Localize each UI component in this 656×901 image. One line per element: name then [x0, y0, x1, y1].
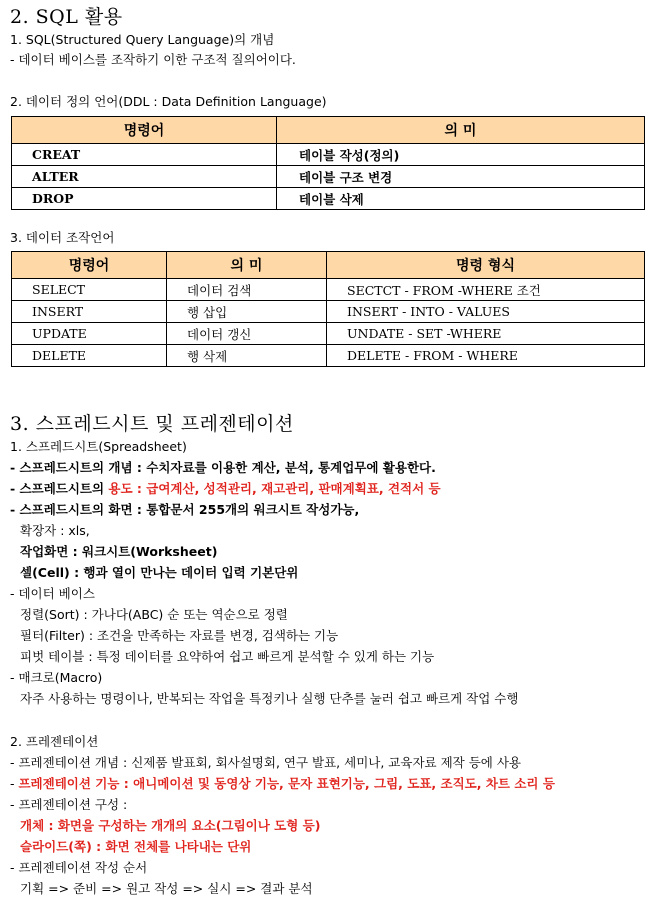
presentation-composition: - 프레젠테이션 구성 :: [10, 797, 128, 812]
dml-command-cell: UPDATE: [12, 323, 167, 345]
database-heading: - 데이터 베이스: [10, 586, 95, 601]
spreadsheet-cell: 셀(Cell) : 행과 열이 만나는 데이터 입력 기본단위: [20, 565, 299, 580]
ddl-heading: 2. 데이터 정의 언어(DDL : Data Definition Language): [10, 94, 327, 109]
database-sort: 정렬(Sort) : 가나다(ABC) 순 또는 역순으로 정렬: [20, 607, 288, 622]
dml-format-cell: SECTCT - FROM -WHERE 조건: [327, 279, 645, 301]
ddl-meaning-cell: 테이블 삭제: [277, 188, 645, 210]
spreadsheet-heading: 1. 스프레드시트(Spreadsheet): [10, 439, 187, 454]
database-filter: 필터(Filter) : 조건을 만족하는 자료를 변경, 검색하는 기능: [20, 628, 339, 643]
ddl-table: [11, 116, 645, 210]
section-2-title: 2. SQL 활용: [10, 6, 123, 28]
macro-heading: - 매크로(Macro): [10, 670, 103, 685]
dml-meaning-cell: 행 삽입: [167, 301, 327, 323]
table-row: [12, 345, 645, 367]
ddl-header-command: 명령어: [12, 117, 277, 144]
table-row: [12, 301, 645, 323]
dml-meaning-cell: 데이터 갱신: [167, 323, 327, 345]
table-row: [12, 188, 645, 210]
presentation-order-heading: - 프레젠테이션 작성 순서: [10, 860, 148, 875]
presentation-function-highlight: 프레젠테이션 기능 : 애니메이션 및 동영상 기능, 문자 표현기능, 그림, 도표, 조직도, 차트 소리 등: [18, 776, 555, 791]
dml-table: [11, 251, 645, 367]
dml-header-meaning: 의 미: [167, 252, 327, 279]
dml-command-cell: INSERT: [12, 301, 167, 323]
presentation-object: 개체 : 화면을 구성하는 개개의 요소(그림이나 도형 등): [20, 818, 321, 833]
dml-heading: 3. 데이터 조작언어: [10, 230, 115, 245]
presentation-order-text: 기획 => 준비 => 원고 작성 => 실시 => 결과 분석: [20, 881, 313, 896]
dml-header-format: 명령 형식: [327, 252, 645, 279]
dml-command-cell: SELECT: [12, 279, 167, 301]
presentation-function: [10, 775, 555, 793]
presentation-slide: 슬라이드(쪽) : 화면 전체를 나타내는 단위: [20, 839, 252, 854]
spreadsheet-screen: - 스프레드시트의 화면 : 통합문서 255개의 워크시트 작성가능,: [10, 502, 360, 517]
dml-meaning-cell: 행 삭제: [167, 345, 327, 367]
ddl-meaning-cell: 테이블 작성(정의): [277, 144, 645, 166]
ddl-header-row: [12, 117, 645, 144]
dml-format-cell: UNDATE - SET -WHERE: [327, 323, 645, 345]
dml-command-cell: DELETE: [12, 345, 167, 367]
spreadsheet-worksheet: 작업화면 : 워크시트(Worksheet): [20, 544, 218, 559]
sql-concept-text: - 데이터 베이스를 조작하기 이한 구조적 질의어이다.: [10, 52, 296, 67]
spreadsheet-usage: [10, 480, 441, 498]
dml-header-command: 명령어: [12, 252, 167, 279]
dml-format-cell: DELETE - FROM - WHERE: [327, 345, 645, 367]
presentation-function-prefix: -: [10, 776, 19, 791]
dml-meaning-cell: 데이터 검색: [167, 279, 327, 301]
presentation-concept: - 프레젠테이션 개념 : 신제품 발표회, 회사설명회, 연구 발표, 세미나, 교육자료 제작 등에 사용: [10, 755, 521, 770]
ddl-command-cell: ALTER: [12, 166, 277, 188]
presentation-heading: 2. 프레젠테이션: [10, 734, 99, 749]
table-row: [12, 166, 645, 188]
ddl-command-cell: DROP: [12, 188, 277, 210]
sql-concept-heading: 1. SQL(Structured Query Language)의 개념: [10, 32, 275, 47]
dml-format-cell: INSERT - INTO - VALUES: [327, 301, 645, 323]
ddl-header-meaning: 의 미: [277, 117, 645, 144]
dml-header-row: [12, 252, 645, 279]
ddl-command-cell: CREAT: [12, 144, 277, 166]
spreadsheet-extension: 확장자 : xls,: [20, 523, 90, 538]
macro-text: 자주 사용하는 명령이나, 반복되는 작업을 특정키나 실행 단추를 눌러 쉽고 빠르게 작업 수행: [20, 691, 519, 706]
section-3-title: 3. 스프레드시트 및 프레젠테이션: [10, 413, 294, 435]
spreadsheet-usage-prefix: - 스프레드시트의: [10, 481, 109, 496]
table-row: [12, 144, 645, 166]
spreadsheet-concept: - 스프레드시트의 개념 : 수치자료를 이용한 계산, 분석, 통계업무에 활용한다.: [10, 460, 436, 475]
ddl-meaning-cell: 테이블 구조 변경: [277, 166, 645, 188]
table-row: [12, 323, 645, 345]
spreadsheet-usage-highlight: 용도 : 급여계산, 성적관리, 재고관리, 판매계획표, 견적서 등: [108, 481, 441, 496]
database-pivot: 피벗 테이블 : 특정 데이터를 요약하여 쉽고 빠르게 분석할 수 있게 하는 기능: [20, 649, 435, 664]
table-row: [12, 279, 645, 301]
